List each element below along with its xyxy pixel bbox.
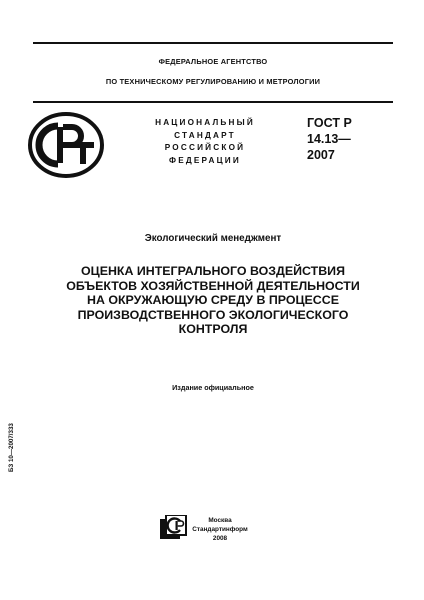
- standard-type-line3: РОССИЙСКОЙ: [164, 143, 246, 153]
- standard-type-line4: ФЕДЕРАЦИИ: [169, 155, 241, 165]
- edition-note: Издание официальное: [172, 383, 254, 392]
- publisher-name: Стандартинформ: [192, 526, 248, 533]
- bottom-rule: [33, 101, 393, 103]
- title-line-4: ПРОИЗВОДСТВЕННОГО ЭКОЛОГИЧЕСКОГО: [77, 307, 349, 322]
- designation-line2: 14.13—: [307, 132, 351, 146]
- document-subtitle: Экологический менеджмент: [144, 233, 282, 244]
- standard-type-block: [140, 117, 270, 167]
- document-title: [30, 264, 396, 337]
- standard-designation: [307, 115, 352, 163]
- agency-name-line2: ПО ТЕХНИЧЕСКОМУ РЕГУЛИРОВАНИЮ И МЕТРОЛОГИИ: [105, 77, 321, 86]
- title-line-1: ОЦЕНКА ИНТЕГРАЛЬНОГО ВОЗДЕЙСТВИЯ: [81, 264, 345, 278]
- standartinform-logo-icon: [160, 515, 188, 541]
- title-line-2: ОБЪЕКТОВ ХОЗЯЙСТВЕННОЙ ДЕЯТЕЛЬНОСТИ: [66, 278, 360, 293]
- top-rule: [33, 42, 393, 44]
- designation-line1: ГОСТ Р: [307, 116, 352, 130]
- title-line-5: КОНТРОЛЯ: [178, 322, 248, 337]
- standard-type-line2: СТАНДАРТ: [174, 130, 236, 140]
- vertical-code: БЗ 10—2007/333: [8, 423, 15, 472]
- standard-type-line1: НАЦИОНАЛЬНЫЙ: [155, 118, 255, 127]
- publisher-city: Москва: [208, 517, 232, 524]
- title-line-3: НА ОКРУЖАЮЩУЮ СРЕДУ В ПРОЦЕССЕ: [87, 293, 339, 308]
- publisher-block: [191, 516, 249, 543]
- rst-certification-logo-icon: [28, 112, 104, 178]
- designation-line3: 2007: [307, 148, 335, 162]
- publisher-year: 2008: [212, 535, 228, 542]
- agency-name-line1: ФЕДЕРАЛЬНОЕ АГЕНТСТВО: [158, 57, 268, 66]
